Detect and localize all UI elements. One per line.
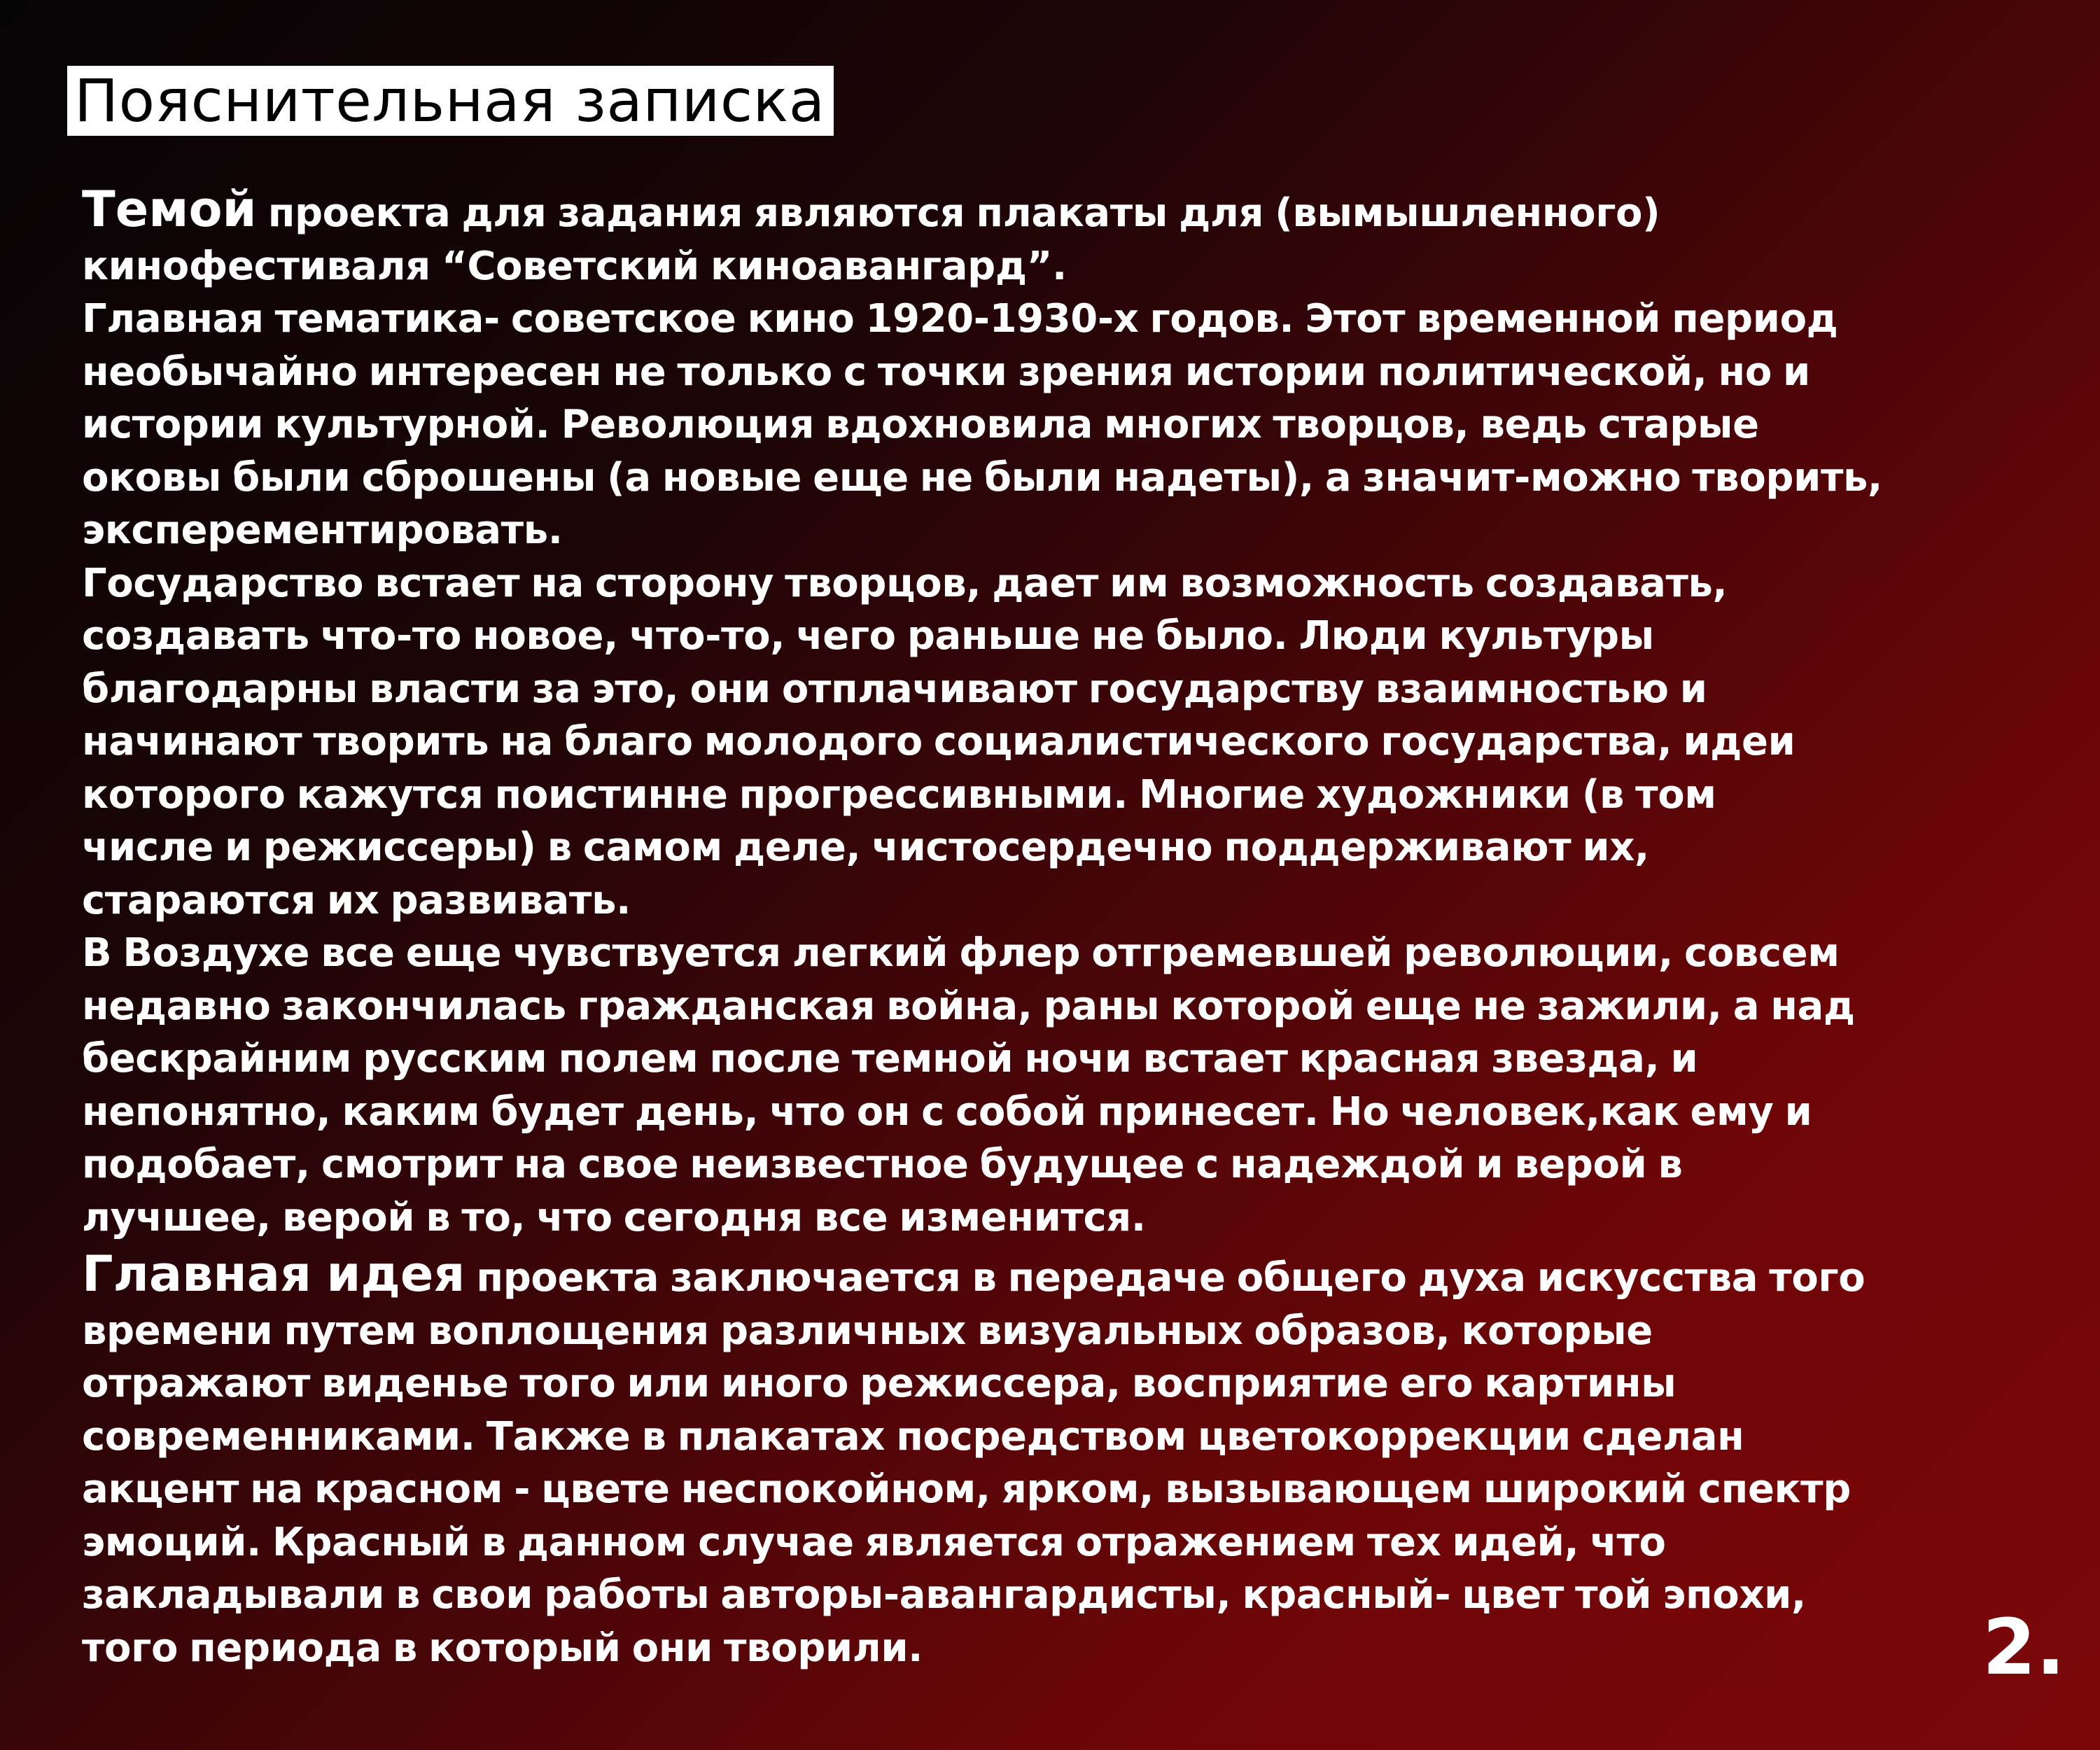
text-line: необычайно интересен не только с точки зрения истории политической, но и [82, 349, 1810, 395]
text-line: числе и режиссеры) в самом деле, чистосердечно поддерживают их, [82, 825, 1649, 870]
paragraph-1-first-line [82, 183, 1916, 240]
paragraph-1-lead: Темой [82, 181, 257, 238]
page-title: Пояснительная записка [74, 66, 825, 135]
text-line: отражают виденье того или иного режиссера, восприятие его картины [82, 1361, 1676, 1406]
title-box [67, 66, 834, 136]
text-line: недавно закончилась гражданская война, раны которой еще не зажили, а над [82, 983, 1855, 1029]
text-line: непонятно, каким будет день, что он с собой принесет. Но человек,как ему и [82, 1088, 1812, 1135]
text-line: В Воздухе все еще чувствуется легкий флер отгремевшей революции, совсем [82, 930, 1840, 976]
text-line: бескрайним русским полем после темной ночи встает красная звезда, и [82, 1036, 1698, 1082]
text-line: начинают творить на благо молодого социалистического государства, идеи [82, 719, 1795, 764]
paragraph-2-first-line-rest: проекта заключается в передаче общего духа искусства того [465, 1255, 1865, 1301]
text-line: подобает, смотрит на свое неизвестное будущее с надеждой и верой в [82, 1142, 1683, 1187]
text-line: того периода в который они творили. [82, 1625, 923, 1671]
text-line: которого кажутся поистинне прогрессивными. Многие художники (в том [82, 771, 1716, 818]
text-line: эмоций. Красный в данном случае является отражением тех идей, что [82, 1519, 1666, 1565]
text-line: эксперементировать. [82, 507, 563, 553]
text-line: оковы были сброшены (а новые еще не были надеты), а значит-можно творить, [82, 454, 1882, 500]
text-line: истории культурной. Революция вдохновила многих творцов, ведь старые [82, 402, 1759, 447]
text-line: Главная тематика- советское кино 1920-1930-х годов. Этот временной период [82, 296, 1838, 342]
text-line: кинофестиваля “Советский киноавангард”. [82, 243, 1067, 289]
text-line: акцент на красном - цвете неспокойном, ярком, вызывающем широкий спектр [82, 1466, 1851, 1512]
text-line: лучшее, верой в то, что сегодня все изменится. [82, 1194, 1146, 1240]
body-text [82, 183, 1916, 1674]
text-line: стараются их развивать. [82, 877, 631, 923]
text-line: создавать что-то новое, что-то, чего раньше не было. Люди культуры [82, 613, 1654, 659]
paragraph-1-first-line-rest: проекта для задания являются плакаты для (вымышленного) [256, 190, 1660, 236]
text-line: Государство встает на сторону творцов, дает им возможность создавать, [82, 560, 1728, 606]
text-line: благодарны власти за это, они отплачивают государству взаимностью и [82, 666, 1707, 712]
paragraph-2-lead: Главная идея [82, 1245, 465, 1303]
text-line: закладывали в свои работы авторы-авангардисты, красный- цвет той эпохи, [82, 1572, 1806, 1618]
page-number: 2. [1982, 1602, 2066, 1692]
text-line: современниками. Также в плакатах посредством цветокоррекции сделан [82, 1413, 1744, 1460]
text-line: времени путем воплощения различных визуальных образов, которые [82, 1308, 1653, 1354]
paragraph-2-first-line [82, 1245, 1916, 1305]
